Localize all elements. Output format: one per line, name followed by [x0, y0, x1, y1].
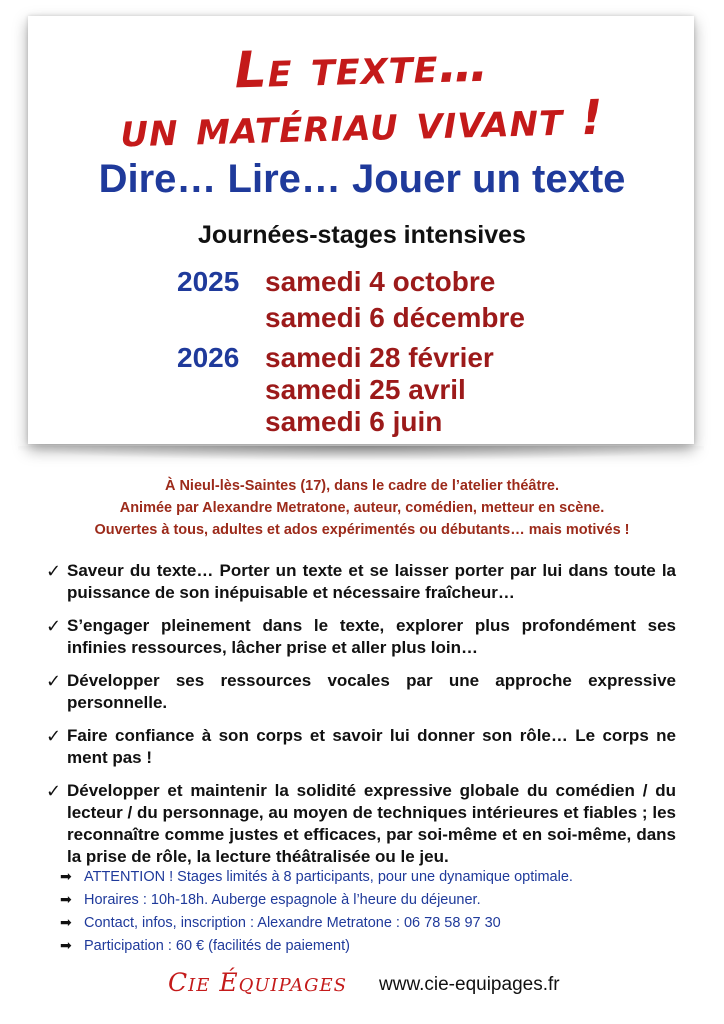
objective-item	[46, 725, 676, 769]
note-hours: Horaires : 10h-18h. Auberge espagnole à l’heure du déjeuner.	[84, 891, 481, 908]
date-item: samedi 4 octobre	[265, 266, 496, 297]
note-item	[60, 865, 573, 888]
objectives-list	[46, 560, 676, 879]
info-audience: Ouvertes à tous, adultes et ados expérimentés ou débutants… mais motivés !	[94, 522, 630, 538]
objective-text: Développer et maintenir la solidité expressive globale du comédien / du lecteur / du personnage, au moyen de techniques intérieures et fiables ; les reconnaître comme justes et efficaces, par soi-même et en soi-même, dans la prise de rôle, la lecture théâtralisée ou le jeu.	[67, 781, 676, 866]
date-item: samedi 28 février	[265, 342, 494, 373]
checkmark-icon: ✓	[46, 781, 62, 801]
arrow-right-icon: ➡	[60, 868, 72, 884]
arrow-right-icon: ➡	[60, 937, 72, 953]
checkmark-icon: ✓	[46, 726, 62, 746]
notes-list	[60, 865, 573, 957]
website-link[interactable]: www.cie-equipages.fr	[379, 974, 560, 995]
checkmark-icon: ✓	[46, 671, 62, 691]
objective-item	[46, 780, 676, 868]
title-line-1: Le texte…	[233, 34, 491, 100]
note-item	[60, 888, 573, 911]
title-line-2: un matériau vivant !	[119, 89, 605, 159]
checkmark-icon: ✓	[46, 616, 62, 636]
objective-item	[46, 670, 676, 714]
year-2026: 2026	[177, 342, 240, 373]
card-shadow	[18, 446, 704, 460]
arrow-right-icon: ➡	[60, 891, 72, 907]
note-price: Participation : 60 € (facilités de paiement)	[84, 937, 350, 954]
subtitle: Dire… Lire… Jouer un texte	[98, 157, 626, 201]
objective-text: S’engager pleinement dans le texte, explorer plus profondément ses infinies ressources, lâcher prise et aller plus loin…	[67, 616, 676, 657]
objective-text: Faire confiance à son corps et savoir lui donner son rôle… Le corps ne ment pas !	[67, 726, 676, 767]
note-item	[60, 934, 573, 957]
date-item: samedi 6 juin	[265, 406, 443, 437]
info-location: À Nieul-lès-Saintes (17), dans le cadre de l’atelier théâtre.	[164, 478, 560, 494]
objective-item	[46, 615, 676, 659]
stages-heading: Journées-stages intensives	[198, 221, 526, 249]
note-attention: ATTENTION ! Stages limités à 8 participants, pour une dynamique optimale.	[84, 868, 573, 885]
arrow-right-icon: ➡	[60, 914, 72, 930]
note-contact: Contact, infos, inscription : Alexandre Metratone : 06 78 58 97 30	[84, 914, 501, 931]
note-item	[60, 911, 573, 934]
date-item: samedi 25 avril	[265, 374, 466, 405]
info-animator: Animée par Alexandre Metratone, auteur, comédien, metteur en scène.	[119, 500, 605, 516]
company-logo: Cie Équipages	[168, 968, 347, 997]
objective-item	[46, 560, 676, 604]
date-item: samedi 6 décembre	[265, 302, 525, 333]
objective-text: Développer ses ressources vocales par une approche expressive personnelle.	[67, 671, 676, 712]
checkmark-icon: ✓	[46, 561, 62, 581]
objective-text: Saveur du texte… Porter un texte et se laisser porter par lui dans toute la puissance de son inépuisable et nécessaire fraîcheur…	[67, 561, 676, 602]
year-2025: 2025	[177, 266, 240, 297]
